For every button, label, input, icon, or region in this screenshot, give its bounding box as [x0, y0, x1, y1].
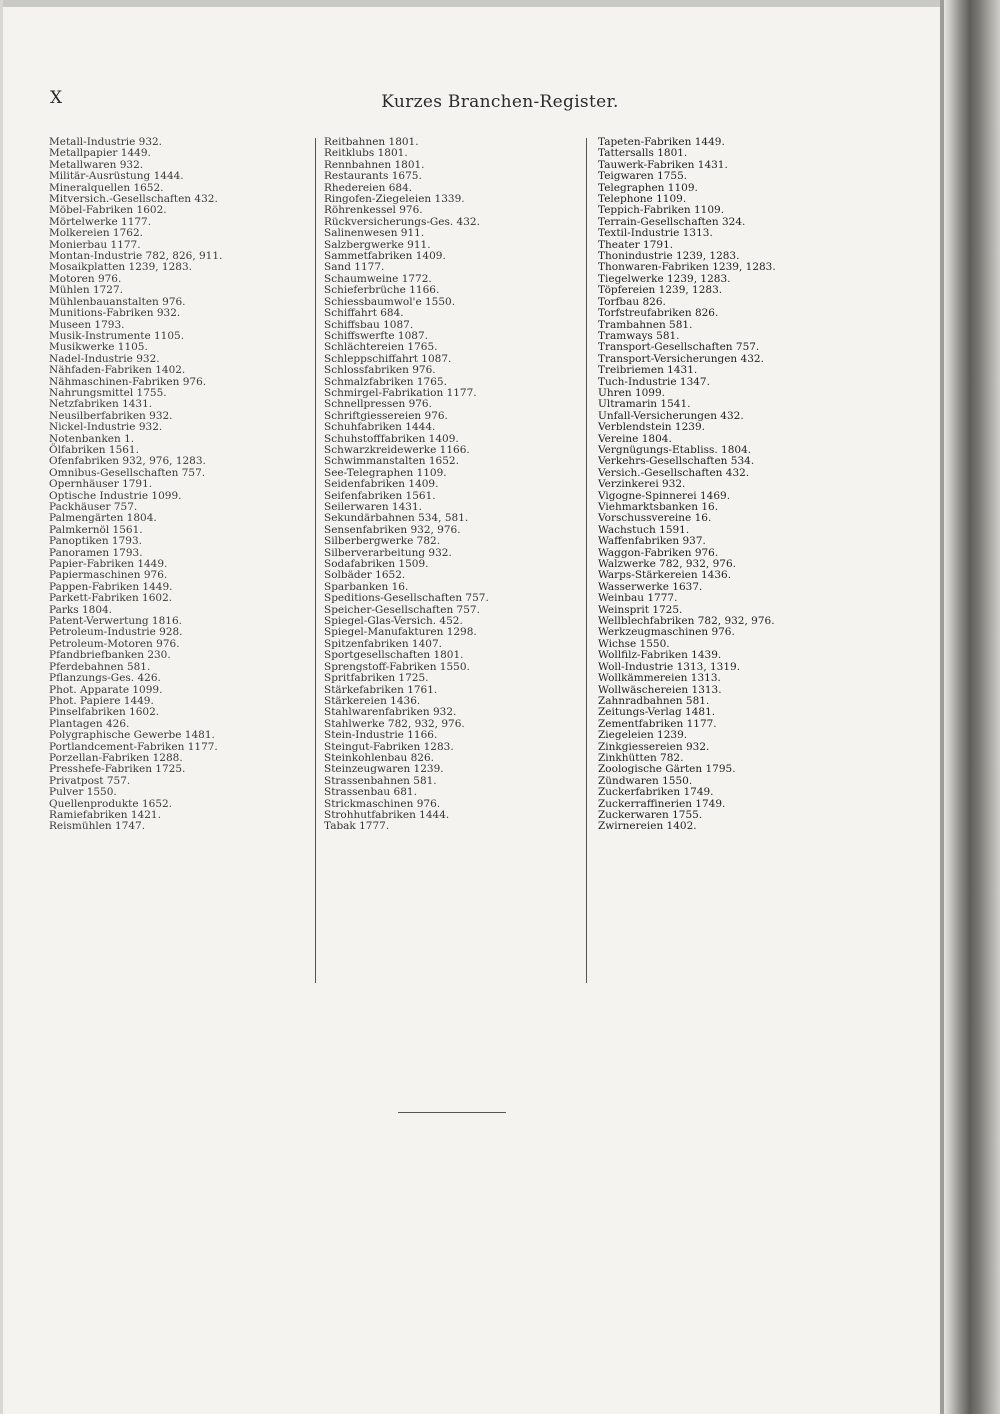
- register-entry: Thonindustrie 1239, 1283.: [598, 250, 740, 263]
- register-entry: Seifenfabriken 1561.: [324, 489, 436, 502]
- register-entry: Spiegel-Glas-Versich. 452.: [324, 615, 463, 628]
- page-left-edge: [0, 0, 3, 1414]
- register-entry: Werkzeugmaschinen 976.: [598, 626, 735, 639]
- register-entry: Schmirgel-Fabrikation 1177.: [324, 386, 477, 399]
- register-entry: Telephone 1109.: [598, 193, 687, 206]
- register-entry: See-Telegraphen 1109.: [324, 466, 447, 479]
- register-entry: Sparbanken 16.: [324, 580, 409, 593]
- register-entry: Sportgesellschaften 1801.: [324, 649, 464, 662]
- register-entry: Spitzenfabriken 1407.: [324, 637, 442, 650]
- register-entry: Reismühlen 1747.: [49, 820, 146, 833]
- register-entry: Sammetfabriken 1409.: [324, 250, 446, 263]
- register-entry: Schaumweine 1772.: [324, 272, 432, 285]
- register-entry: Strickmaschinen 976.: [324, 797, 441, 810]
- end-rule: [398, 1112, 506, 1113]
- register-entry: Wichse 1550.: [598, 637, 670, 650]
- register-entry: Möbel-Fabriken 1602.: [49, 204, 167, 217]
- register-entry: Stein-Industrie 1166.: [324, 729, 438, 742]
- register-entry: Tramways 581.: [598, 329, 680, 342]
- register-entry: Ultramarin 1541.: [598, 398, 691, 411]
- register-entry: Schuhstofffabriken 1409.: [324, 432, 459, 445]
- register-entry: Phot. Papiere 1449.: [49, 694, 154, 707]
- register-entry: Schiffahrt 684.: [324, 307, 404, 320]
- register-entry: Warps-Stärkereien 1436.: [598, 569, 732, 582]
- register-entry: Mosaikplatten 1239, 1283.: [49, 261, 192, 274]
- register-entry: Monierbau 1177.: [49, 238, 141, 251]
- register-entry: Viehmarktsbanken 16.: [598, 501, 719, 513]
- register-entry: Schuhfabriken 1444.: [324, 421, 436, 434]
- register-entry: Sodafabriken 1509.: [324, 558, 429, 571]
- register-entry: Reitklubs 1801.: [324, 147, 408, 160]
- register-entry: Vereine 1804.: [598, 432, 672, 445]
- register-entry: Waffenfabriken 937.: [598, 535, 706, 548]
- register-entry: Schmalzfabriken 1765.: [324, 375, 447, 388]
- register-entry: Solbäder 1652.: [324, 569, 406, 582]
- register-entry: Schiffsbau 1087.: [324, 318, 414, 331]
- register-entry: Torfstreufabriken 826.: [598, 307, 719, 320]
- register-entry: Woll-Industrie 1313, 1319.: [598, 660, 741, 673]
- register-entry: Zementfabriken 1177.: [598, 717, 717, 730]
- register-entry: Tauwerk-Fabriken 1431.: [598, 158, 728, 171]
- register-entry: Zuckerraffinerien 1749.: [598, 797, 726, 810]
- register-entry: Omnibus-Gesellschaften 757.: [49, 466, 206, 479]
- register-entry: Textil-Industrie 1313.: [598, 227, 713, 240]
- register-entry: Schnellpressen 976.: [324, 398, 432, 411]
- register-entry: Restaurants 1675.: [324, 170, 422, 183]
- register-entry: Speditions-Gesellschaften 757.: [324, 592, 489, 605]
- register-entry: Stahlwarenfabriken 932.: [324, 706, 457, 719]
- register-entry: Strohhutfabriken 1444.: [324, 808, 450, 821]
- register-entry: Schlossfabriken 976.: [324, 364, 436, 377]
- register-entry: Steinkohlenbau 826.: [324, 751, 434, 764]
- register-entry: Tuch-Industrie 1347.: [598, 375, 710, 388]
- register-entry: Mühlenbauanstalten 976.: [49, 295, 186, 308]
- register-entry: Zwirnereien 1402.: [598, 820, 697, 833]
- register-column-3: [598, 137, 928, 833]
- page-title: Kurzes Branchen-Register.: [381, 92, 619, 112]
- register-entry: Zinkhütten 782.: [598, 751, 684, 764]
- register-entry: Papier-Fabriken 1449.: [49, 558, 168, 571]
- register-entry: Transport-Gesellschaften 757.: [598, 341, 760, 354]
- register-entry: Pflanzungs-Ges. 426.: [49, 672, 161, 685]
- register-entry: Salzbergwerke 911.: [324, 238, 431, 251]
- book-binding: [944, 0, 1000, 1414]
- register-entry: Montan-Industrie 782, 826, 911.: [49, 250, 223, 263]
- register-entry: Verzinkerei 932.: [598, 478, 686, 491]
- register-entry: Telegraphen 1109.: [598, 181, 698, 194]
- register-entry: Wasserwerke 1637.: [598, 580, 703, 593]
- register-entry: Pulver 1550.: [49, 786, 117, 799]
- page-top-edge: [0, 0, 1000, 7]
- register-entry: Zuckerwaren 1755.: [598, 808, 703, 821]
- register-entry: Plantagen 426.: [49, 717, 130, 730]
- register-entry: Nickel-Industrie 932.: [49, 421, 163, 434]
- register-entry: Patent-Verwertung 1816.: [49, 615, 182, 628]
- register-entry: Panoptiken 1793.: [49, 535, 142, 548]
- register-entry: Metallwaren 932.: [49, 158, 144, 171]
- register-entry: Privatpost 757.: [49, 774, 131, 787]
- register-entry: Stärkefabriken 1761.: [324, 683, 438, 696]
- register-entry: Theater 1791.: [598, 238, 674, 251]
- register-entry: Schiffswerfte 1087.: [324, 329, 428, 342]
- register-entry: Schriftgiessereien 976.: [324, 409, 448, 422]
- register-entry: Optische Industrie 1099.: [49, 489, 182, 502]
- register-entry: Tabak 1777.: [324, 820, 390, 833]
- register-entry: Trambahnen 581.: [598, 318, 693, 331]
- register-entry: Schwimmanstalten 1652.: [324, 455, 459, 468]
- register-entry: Pfandbriefbanken 230.: [49, 649, 171, 662]
- register-entry: Stärkereien 1436.: [324, 694, 421, 707]
- register-entry: Seidenfabriken 1409.: [324, 478, 439, 491]
- register-entry: Tiegelwerke 1239, 1283.: [598, 272, 731, 285]
- register-entry: Museen 1793.: [49, 318, 125, 331]
- register-entry: Waggon-Fabriken 976.: [598, 546, 719, 559]
- register-entry: Pappen-Fabriken 1449.: [49, 580, 173, 593]
- register-entry: Opernhäuser 1791.: [49, 478, 153, 491]
- register-entry: Steingut-Fabriken 1283.: [324, 740, 454, 753]
- register-entry: Torfbau 826.: [598, 295, 666, 308]
- register-entry: Palmkernöl 1561.: [49, 523, 143, 536]
- register-column-2: [324, 137, 579, 833]
- register-entry: Parks 1804.: [49, 603, 113, 616]
- register-entry: Röhrenkessel 976.: [324, 204, 423, 217]
- register-entry: Netzfabriken 1431.: [49, 398, 153, 411]
- register-entry: Musik-Instrumente 1105.: [49, 329, 185, 342]
- register-entry: Musikwerke 1105.: [49, 341, 148, 354]
- register-column-1: [49, 137, 299, 833]
- register-entry: Teigwaren 1755.: [598, 170, 688, 183]
- register-entry: Presshefe-Fabriken 1725.: [49, 763, 186, 776]
- register-entry: Nadel-Industrie 932.: [49, 352, 160, 365]
- register-entry: Wellblechfabriken 782, 932, 976.: [598, 615, 775, 628]
- register-entry: Schlächtereien 1765.: [324, 341, 438, 354]
- register-entry: Seilerwaren 1431.: [324, 501, 422, 513]
- register-entry: Spiegel-Manufakturen 1298.: [324, 626, 477, 639]
- register-entry: Verblendstein 1239.: [598, 421, 705, 434]
- register-entry: Schwarzkreidewerke 1166.: [324, 443, 470, 456]
- register-entry: Schieferbrüche 1166.: [324, 284, 440, 297]
- register-entry: Steinzeugwaren 1239.: [324, 763, 444, 776]
- register-entry: Petroleum-Motoren 976.: [49, 637, 180, 650]
- register-entry: Unfall-Versicherungen 432.: [598, 409, 744, 422]
- register-entry: Sand 1177.: [324, 261, 385, 274]
- register-entry: Tapeten-Fabriken 1449.: [598, 136, 725, 148]
- register-entry: Weinsprit 1725.: [598, 603, 683, 616]
- register-entry: Rennbahnen 1801.: [324, 158, 425, 171]
- register-entry: Pinselfabriken 1602.: [49, 706, 160, 719]
- register-entry: Tattersalls 1801.: [598, 147, 688, 160]
- register-entry: Zeitungs-Verlag 1481.: [598, 706, 716, 719]
- register-entry: Thonwaren-Fabriken 1239, 1283.: [598, 261, 776, 274]
- register-entry: Polygraphische Gewerbe 1481.: [49, 729, 215, 742]
- register-entry: Walzwerke 782, 932, 976.: [598, 558, 736, 571]
- column-separator: [315, 138, 316, 983]
- register-entry: Munitions-Fabriken 932.: [49, 307, 181, 320]
- register-entry: Stahlwerke 782, 932, 976.: [324, 717, 465, 730]
- register-entry: Mineralquellen 1652.: [49, 181, 164, 194]
- register-entry: Wollkämmereien 1313.: [598, 672, 721, 685]
- register-entry: Schiessbaumwol'e 1550.: [324, 295, 456, 308]
- register-entry: Schleppschiffahrt 1087.: [324, 352, 452, 365]
- register-entry: Mörtelwerke 1177.: [49, 215, 152, 228]
- register-entry: Militär-Ausrüstung 1444.: [49, 170, 184, 183]
- page-number: X: [50, 88, 63, 108]
- register-entry: Nahrungsmittel 1755.: [49, 386, 167, 399]
- register-entry: Ringofen-Ziegeleien 1339.: [324, 193, 465, 206]
- register-entry: Portlandcement-Fabriken 1177.: [49, 740, 218, 753]
- register-entry: Vigogne-Spinnerei 1469.: [598, 489, 731, 502]
- register-entry: Neusilberfabriken 932.: [49, 409, 173, 422]
- register-entry: Verkehrs-Gesellschaften 534.: [598, 455, 755, 468]
- register-entry: Sekundärbahnen 534, 581.: [324, 512, 469, 525]
- register-entry: Wollwäschereien 1313.: [598, 683, 722, 696]
- register-entry: Nähmaschinen-Fabriken 976.: [49, 375, 207, 388]
- register-entry: Ramiefabriken 1421.: [49, 808, 161, 821]
- register-entry: Strassenbau 681.: [324, 786, 417, 799]
- register-entry: Quellenprodukte 1652.: [49, 797, 173, 810]
- register-entry: Töpfereien 1239, 1283.: [598, 284, 723, 297]
- register-entry: Wollfilz-Fabriken 1439.: [598, 649, 722, 662]
- register-entry: Parkett-Fabriken 1602.: [49, 592, 173, 605]
- register-entry: Notenbanken 1.: [49, 432, 135, 445]
- register-entry: Zoologische Gärten 1795.: [598, 763, 736, 776]
- register-entry: Sensenfabriken 932, 976.: [324, 523, 461, 536]
- register-entry: Panoramen 1793.: [49, 546, 143, 559]
- register-entry: Transport-Versicherungen 432.: [598, 352, 764, 365]
- column-separator: [586, 138, 587, 983]
- register-entry: Salinenwesen 911.: [324, 227, 425, 240]
- register-entry: Papiermaschinen 976.: [49, 569, 168, 582]
- register-entry: Metallpapier 1449.: [49, 147, 151, 160]
- register-entry: Treibriemen 1431.: [598, 364, 698, 377]
- register-entry: Motoren 976.: [49, 272, 122, 285]
- register-entry: Strassenbahnen 581.: [324, 774, 437, 787]
- register-entry: Ofenfabriken 932, 976, 1283.: [49, 455, 206, 468]
- register-entry: Silberbergwerke 782.: [324, 535, 441, 548]
- register-entry: Terrain-Gesellschaften 324.: [598, 215, 746, 228]
- register-entry: Reitbahnen 1801.: [324, 136, 419, 148]
- register-entry: Packhäuser 757.: [49, 501, 138, 513]
- register-entry: Pferdebahnen 581.: [49, 660, 151, 673]
- register-entry: Zahnradbahnen 581.: [598, 694, 710, 707]
- register-entry: Vergnügungs-Etabliss. 1804.: [598, 443, 752, 456]
- register-entry: Zinkgiessereien 932.: [598, 740, 710, 753]
- register-entry: Mühlen 1727.: [49, 284, 124, 297]
- register-entry: Petroleum-Industrie 928.: [49, 626, 183, 639]
- register-entry: Ziegeleien 1239.: [598, 729, 688, 742]
- register-entry: Rückversicherungs-Ges. 432.: [324, 215, 480, 228]
- register-entry: Ölfabriken 1561.: [49, 443, 139, 456]
- register-entry: Palmengärten 1804.: [49, 512, 157, 525]
- register-entry: Porzellan-Fabriken 1288.: [49, 751, 183, 764]
- register-entry: Nähfaden-Fabriken 1402.: [49, 364, 186, 377]
- register-entry: Weinbau 1777.: [598, 592, 678, 605]
- register-entry: Sprengstoff-Fabriken 1550.: [324, 660, 470, 673]
- register-entry: Metall-Industrie 932.: [49, 136, 163, 148]
- register-entry: Versich.-Gesellschaften 432.: [598, 466, 750, 479]
- register-entry: Silberverarbeitung 932.: [324, 546, 452, 559]
- register-entry: Spritfabriken 1725.: [324, 672, 429, 685]
- register-entry: Speicher-Gesellschaften 757.: [324, 603, 480, 616]
- register-entry: Phot. Apparate 1099.: [49, 683, 163, 696]
- register-entry: Mitversich.-Gesellschaften 432.: [49, 193, 218, 206]
- register-entry: Vorschussvereine 16.: [598, 512, 712, 525]
- register-entry: Wachstuch 1591.: [598, 523, 690, 536]
- register-entry: Uhren 1099.: [598, 386, 666, 399]
- register-entry: Molkereien 1762.: [49, 227, 143, 240]
- register-entry: Rhedereien 684.: [324, 181, 413, 194]
- register-entry: Teppich-Fabriken 1109.: [598, 204, 725, 217]
- register-entry: Zuckerfabriken 1749.: [598, 786, 714, 799]
- register-entry: Zündwaren 1550.: [598, 774, 693, 787]
